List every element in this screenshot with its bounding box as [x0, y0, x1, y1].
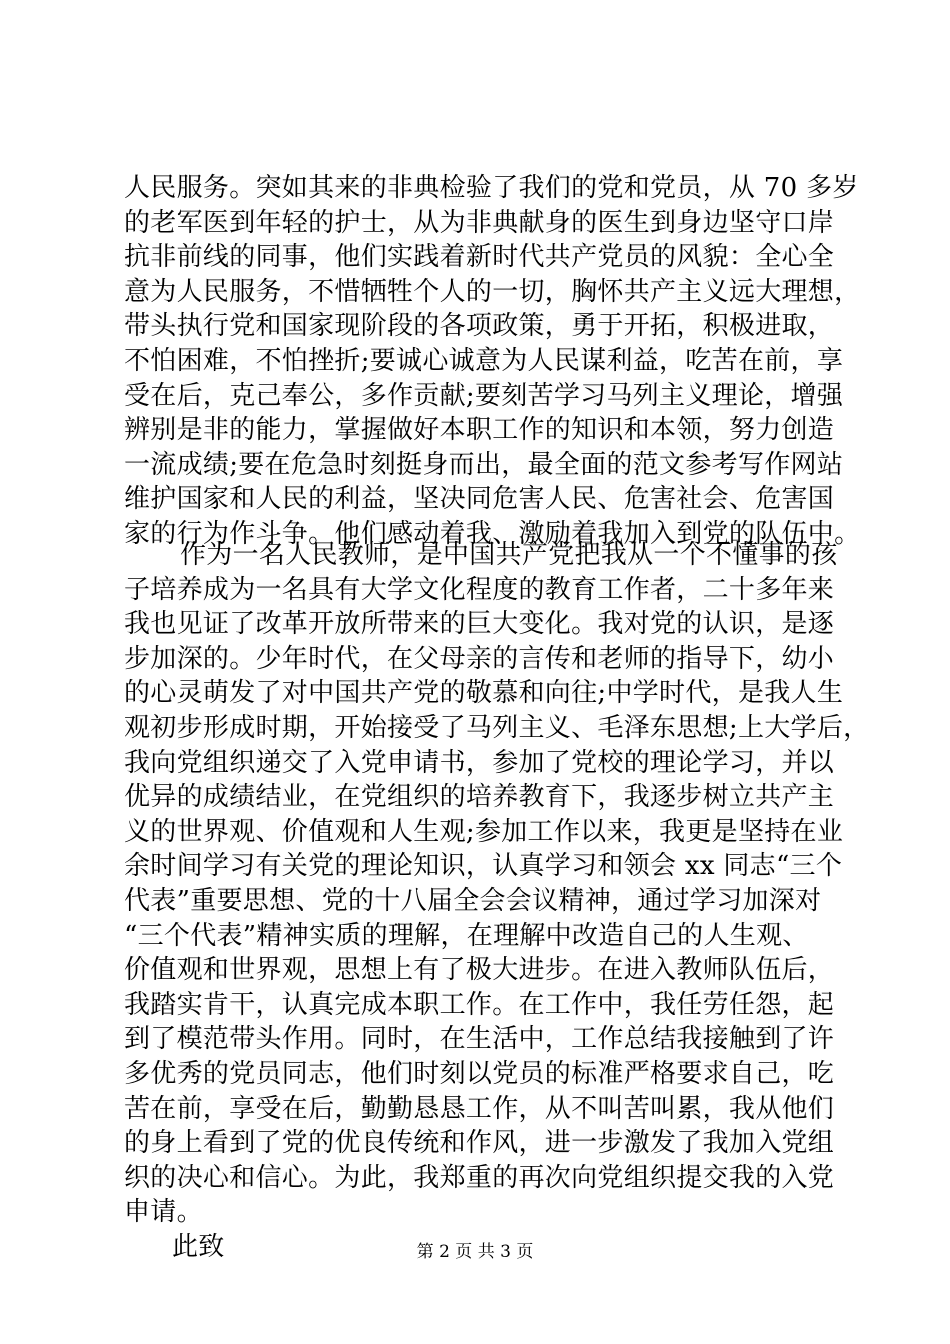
text-line: “三个代表”精神实质的理解，在理解中改造自己的人生观、 [124, 920, 809, 951]
text-line: 不怕困难，不怕挫折;要诚心诚意为人民谋利益，吃苦在前，享 [124, 345, 844, 376]
text-line: 义的世界观、价值观和人生观;参加工作以来，我更是坚持在业 [124, 816, 844, 847]
text-line: 到了模范带头作用。同时，在生活中，工作总结我接触到了许 [124, 1024, 835, 1055]
text-line: 辨别是非的能力，掌握做好本职工作的知识和本领，努力创造 [124, 415, 835, 446]
text-line: 家的行为作斗争。他们感动着我、激励着我加入到党的队伍中。 [124, 518, 861, 549]
text-line: 织的决心和信心。为此，我郑重的再次向党组织提交我的入党 [124, 1162, 835, 1193]
text-line: 价值观和世界观，思想上有了极大进步。在进入教师队伍后， [124, 955, 835, 986]
text-line: 苦在前，享受在后，勤勤恳恳工作，从不叫苦叫累，我从他们 [124, 1093, 835, 1124]
text-line: 步加深的。少年时代，在父母亲的言传和老师的指导下，幼小 [124, 643, 835, 674]
text-line: 余时间学习有关党的理论知识，认真学习和领会 xx 同志“三个 [124, 851, 843, 882]
text-line: 观初步形成时期，开始接受了马列主义、毛泽东思想;上大学后， [124, 712, 870, 743]
text-line: 子培养成为一名具有大学文化程度的教育工作者，二十多年来 [124, 574, 835, 605]
text-line: 一流成绩;要在危急时刻挺身而出，最全面的范文参考写作网站 [124, 449, 844, 480]
text-line: 人民服务。突如其来的非典检验了我们的党和党员，从 70 多岁 [124, 173, 859, 203]
text-line: 我向党组织递交了入党申请书，参加了党校的理论学习，并以 [124, 747, 835, 778]
text-line: 优异的成绩结业，在党组织的培养教育下，我逐步树立共产主 [124, 782, 835, 813]
page-footer: 第 2 页 共 3 页 [416, 1242, 534, 1262]
text-line: 的老军医到年轻的护士，从为非典献身的医生到身边坚守口岸 [124, 207, 835, 238]
closing-salutation: 此致 [172, 1231, 225, 1262]
text-line: 带头执行党和国家现阶段的各项政策，勇于开拓，积极进取， [124, 311, 835, 342]
text-line: 的心灵萌发了对中国共产党的敬慕和向往;中学时代，是我人生 [124, 678, 844, 709]
paragraph-2 [124, 538, 870, 1264]
text-line: 的身上看到了党的优良传统和作风，进一步激发了我加入党组 [124, 1128, 835, 1159]
text-line: 多优秀的党员同志，他们时刻以党员的标准严格要求自己，吃 [124, 1058, 835, 1089]
text-line: 作为一名人民教师，是中国共产党把我从一个不懂事的孩 [180, 540, 838, 570]
text-line: 受在后，克己奉公，多作贡献;要刻苦学习马列主义理论，增强 [124, 380, 844, 411]
text-line: 我也见证了改革开放所带来的巨大变化。我对党的认识，是逐 [124, 609, 835, 640]
text-line: 意为人民服务，不惜牺牲个人的一切，胸怀共产主义远大理想， [124, 276, 861, 307]
text-line: 申请。 [124, 1197, 203, 1228]
text-line: 我踏实肯干，认真完成本职工作。在工作中，我任劳任怨，起 [124, 989, 835, 1020]
text-line: 维护国家和人民的利益，坚决同危害人民、危害社会、危害国 [124, 484, 835, 515]
paragraph-1 [124, 171, 864, 552]
text-line: 代表”重要思想、党的十八届全会会议精神，通过学习加深对 [124, 885, 822, 916]
text-line: 抗非前线的同事，他们实践着新时代共产党员的风貌：全心全 [124, 242, 835, 273]
